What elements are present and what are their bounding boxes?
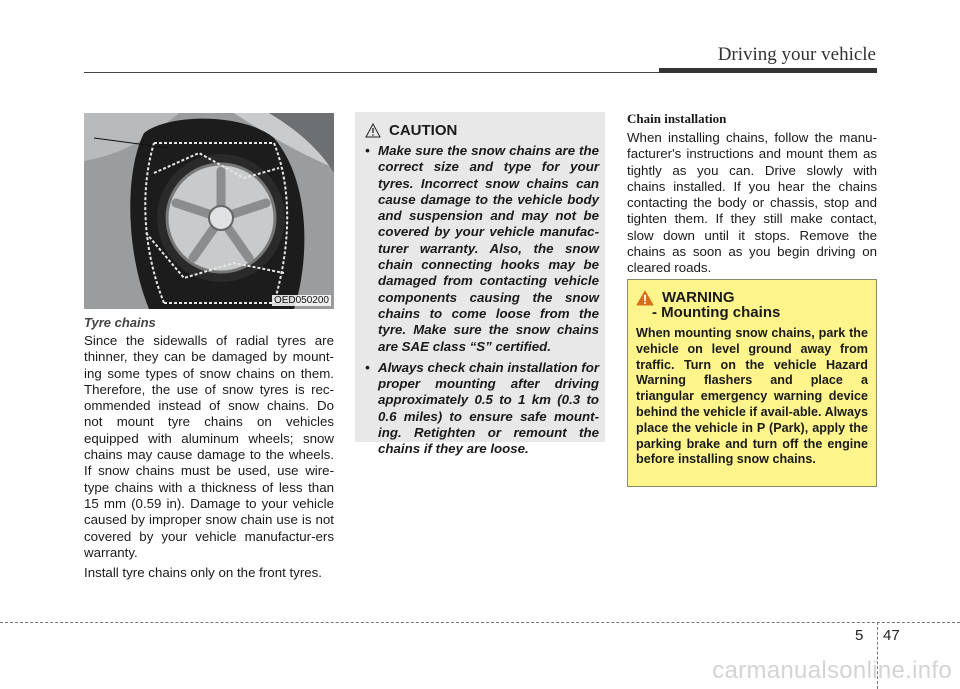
- page-number: 47: [883, 627, 900, 644]
- tyre-chain-photo: [84, 113, 334, 309]
- caution-icon: [365, 123, 381, 138]
- watermark: carmanualsonline.info: [712, 657, 952, 684]
- chapter-number: 5: [855, 627, 864, 644]
- section-title: Driving your vehicle: [717, 44, 876, 65]
- caution-list: [365, 143, 599, 458]
- footer-rule: [0, 622, 960, 623]
- caution-title: CAUTION: [389, 122, 458, 139]
- warning-title: WARNING: [662, 289, 735, 306]
- chain-installation-section: [627, 111, 877, 281]
- warning-subtitle: - Mounting chains: [652, 304, 781, 321]
- caution-box: [355, 112, 605, 457]
- tyre-chains-paragraph: Since the sidewalls of radial tyres are thinner, they can be damaged by mount-ing some types of snow chains on them. Therefore, the use of snow tyres is rec-ommended instead of snow chains. Do not mount tyre chains on vehicles equipped with aluminum wheels; snow chains may cause damage to the wheels. If snow chains must be used, use wire-type chains with a thickness of less than 15 mm (0.59 in). Damage to your vehicle caused by improper snow chain use is not covered by your vehicle manufactur-ers warranty.: [84, 333, 334, 560]
- warning-text: When mounting snow chains, park the vehicle on level ground away from traffic. Turn on the vehicle Hazard Warning flashers and place a triangular emergency warning device behind the vehicle if avail-able. Always place the vehicle in P (Park), apply the parking brake and turn off the engine before installing snow chains.: [636, 326, 868, 467]
- chain-installation-text: When installing chains, follow the manu-facturer's instructions and mount them as tightly as you can. Drive slowly with chains installed. If you hear the chains contacting the body or chassis, stop and tighten them. If they still make contact, slow down until it stops. Remove the chains as soon as you begin driving on cleared roads.: [627, 130, 877, 276]
- tyre-chain-illustration: [84, 113, 334, 309]
- caution-item: • Make sure the snow chains are the correct size and type for your tyres. Incorrect snow chains can cause damage to the vehicle body and suspension and may not be covered by your vehicle manufac-turer warranty. Also, the snow chain connecting hooks may be damaged from contacting vehicle components causing the snow chains to come loose from the tyre. Make sure the snow chains are SAE class “S” certified.: [365, 143, 599, 355]
- tyre-chains-paragraph: Install tyre chains only on the front tyres.: [84, 565, 322, 581]
- caution-item: • Always check chain installation for proper mounting after driving approximately 0.5 to 1 km (0.3 to 0.6 miles) to ensure safe mount-ing. Retighten or remount the chains if they are loose.: [365, 360, 599, 458]
- header-rule: [84, 72, 659, 73]
- warning-box: [627, 279, 877, 487]
- tyre-chains-section: [84, 315, 334, 585]
- tyre-chains-heading: Tyre chains: [84, 315, 156, 330]
- figure-code: OED050200: [273, 295, 329, 306]
- header-rule-thick: [659, 68, 877, 73]
- chain-installation-heading: Chain installation: [627, 111, 727, 126]
